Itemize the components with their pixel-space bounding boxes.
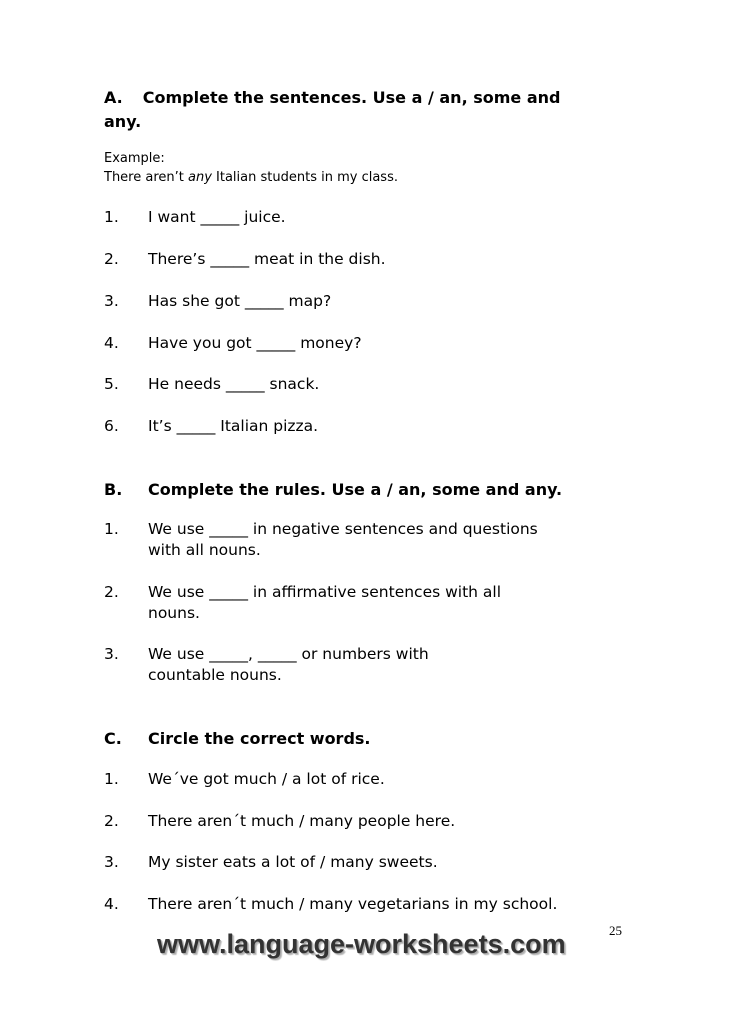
section-b-item-line1: We use _____ in affirmative sentences with all [148, 583, 502, 601]
section-a-title-line1: Complete the sentences. Use a / an, some and [142, 88, 561, 107]
section-b-item-number: 1. [104, 520, 119, 538]
example-before: There aren’t [104, 170, 188, 185]
section-c-item-number: 1. [104, 770, 119, 788]
section-b-item-line1: We use _____, _____ or numbers with [148, 645, 429, 663]
section-b-title: Complete the rules. Use a / an, some and any. [148, 480, 563, 499]
section-c-item-text: There aren´t much / many vegetarians in my school. [148, 895, 558, 913]
page-number: 25 [609, 923, 622, 938]
section-c-item-number: 4. [104, 895, 119, 913]
section-a-item-text: It’s _____ Italian pizza. [148, 417, 319, 435]
section-b-item-line2: countable nouns. [148, 666, 282, 684]
section-a-item-number: 3. [104, 292, 119, 310]
section-c-item-text: My sister eats a lot of / many sweets. [148, 853, 438, 871]
section-a-item-number: 5. [104, 375, 119, 393]
section-b-item-line2: nouns. [148, 604, 200, 622]
section-a-item-number: 4. [104, 334, 119, 352]
section-c-item-number: 2. [104, 812, 119, 830]
section-a-item-text: I want _____ juice. [148, 208, 286, 226]
section-c-title: Circle the correct words. [148, 729, 371, 748]
example-after: Italian students in my class. [211, 170, 398, 185]
example-italic-word: any [188, 170, 212, 185]
section-b-item-number: 3. [104, 645, 119, 663]
section-a-item-text: He needs _____ snack. [148, 375, 320, 393]
section-a-item-text: There’s _____ meat in the dish. [148, 250, 386, 268]
section-a-title-line2: any. [104, 112, 142, 131]
example-label: Example: [104, 151, 165, 166]
footer-website-url: www.language-worksheets.com [157, 929, 566, 959]
section-a-item-number: 1. [104, 208, 119, 226]
section-b-item-number: 2. [104, 583, 119, 601]
section-a-item-text: Has she got _____ map? [148, 292, 332, 310]
section-b-item-line2: with all nouns. [148, 541, 261, 559]
section-b-letter: B. [104, 480, 123, 499]
section-a-item-number: 2. [104, 250, 119, 268]
section-c-item-number: 3. [104, 853, 119, 871]
section-a-item-text: Have you got _____ money? [148, 334, 362, 352]
section-c-letter: C. [104, 729, 122, 748]
section-a-item-number: 6. [104, 417, 119, 435]
section-c-item-text: We´ve got much / a lot of rice. [148, 770, 385, 788]
example-sentence [104, 170, 398, 185]
section-b-item-line1: We use _____ in negative sentences and questions [148, 520, 538, 538]
section-a-letter: A. [104, 88, 123, 107]
section-a-title [104, 88, 560, 107]
section-c-item-text: There aren´t much / many people here. [148, 812, 456, 830]
